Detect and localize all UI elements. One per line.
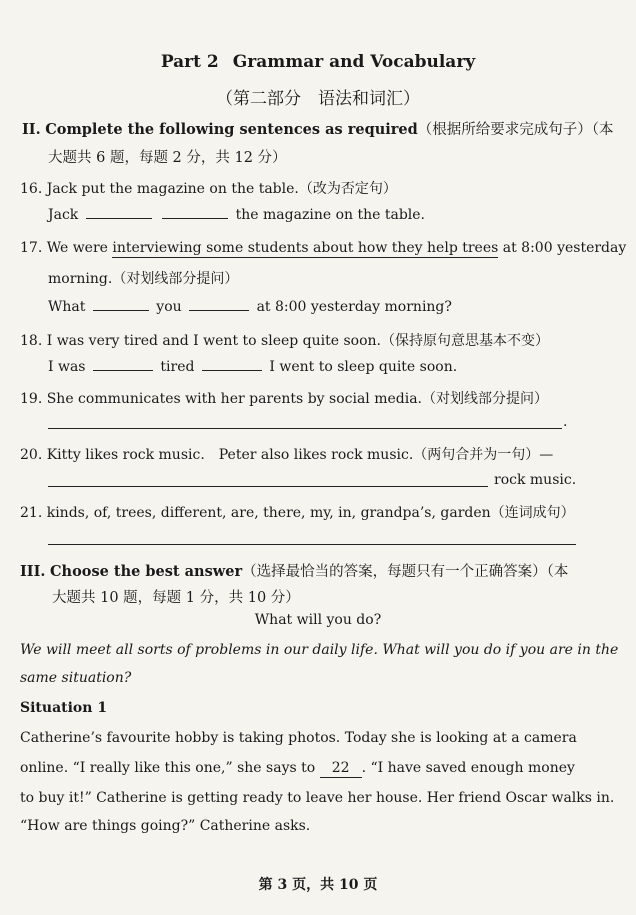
answer-18 xyxy=(48,358,457,375)
answer-19-period: . xyxy=(563,414,568,430)
section3-heading-line2: 大题共 10 题，每题 1 分，共 10 分） xyxy=(52,590,300,606)
question-text: kinds, of, trees, different, are, there, my, in, grandpa’s, garden（连词成句） xyxy=(46,505,575,521)
section2-heading xyxy=(22,118,614,139)
answer-blank[interactable] xyxy=(86,206,152,219)
question-17-line2: morning.（对划线部分提问） xyxy=(48,271,239,287)
answer-middle: tired xyxy=(160,359,195,375)
question-blank-22[interactable]: 22 xyxy=(320,760,362,778)
question-text: She communicates with her parents by social media.（对划线部分提问） xyxy=(46,391,549,407)
question-21 xyxy=(20,502,575,522)
answer-suffix: the magazine on the table. xyxy=(235,207,425,223)
question-text: Jack put the magazine on the table.（改为否定句） xyxy=(46,181,397,197)
question-number: 17. xyxy=(20,240,43,256)
answer-17 xyxy=(48,298,452,315)
part-number: Part 2 xyxy=(160,52,219,72)
passage-intro-line1: We will meet all sorts of problems in our daily life. What will you do if you are in the xyxy=(20,642,619,658)
question-number: 18. xyxy=(20,333,43,349)
passage-title: What will you do? xyxy=(254,612,382,628)
answer-blank[interactable] xyxy=(162,206,228,219)
question-number: 16. xyxy=(20,181,43,197)
question-20 xyxy=(20,444,553,464)
section2-heading-cn: （根据所给要求完成句子）（本 xyxy=(417,122,614,138)
passage-text: online. “I really like this one,” she says to xyxy=(20,760,316,776)
passage-text-end: . “I have saved enough money xyxy=(361,760,575,776)
part-subtitle: （第二部分 语法和词汇） xyxy=(216,89,420,109)
answer-line-20[interactable] xyxy=(48,486,488,487)
answer-line-19[interactable] xyxy=(48,428,562,429)
page-footer: 第 3 页，共 10 页 xyxy=(258,877,378,893)
answer-blank[interactable] xyxy=(93,358,153,371)
question-17 xyxy=(20,240,626,256)
situation-label: Situation 1 xyxy=(20,700,108,716)
answer-suffix: I went to sleep quite soon. xyxy=(269,359,458,375)
question-number: 19. xyxy=(20,391,43,407)
answer-prefix: I was xyxy=(48,359,86,375)
passage-line1: Catherine’s favourite hobby is taking photos. Today she is looking at a camera xyxy=(20,730,577,746)
question-19 xyxy=(20,388,548,408)
section2-numeral: II. xyxy=(22,121,41,138)
question-text-end: at 8:00 yesterday xyxy=(498,240,627,256)
answer-16 xyxy=(48,206,425,223)
question-text: We were xyxy=(46,240,113,256)
question-number: 21. xyxy=(20,505,43,521)
section2-heading-line2: 大题共 6 题，每题 2 分，共 12 分） xyxy=(48,150,287,166)
passage-line2 xyxy=(20,760,575,778)
section2-heading-en: Complete the following sentences as required xyxy=(45,121,418,138)
answer-middle: you xyxy=(156,299,182,315)
answer-prefix: Jack xyxy=(48,207,79,223)
answer-20-suffix: rock music. xyxy=(494,472,577,488)
question-16 xyxy=(20,178,397,198)
answer-blank[interactable] xyxy=(202,358,262,371)
underlined-phrase: interviewing some students about how they help trees xyxy=(112,240,499,256)
answer-prefix: What xyxy=(48,299,86,315)
part-title-en: Grammar and Vocabulary xyxy=(232,52,476,72)
passage-intro-line2: same situation? xyxy=(20,670,132,686)
passage-line4: “How are things going?” Catherine asks. xyxy=(20,818,311,834)
section3-heading xyxy=(20,560,568,581)
question-number: 20. xyxy=(20,447,43,463)
answer-line-21[interactable] xyxy=(48,544,576,545)
question-text: Kitty likes rock music. Peter also likes rock music.（两句合并为一句）— xyxy=(46,447,554,463)
section3-heading-en: Choose the best answer xyxy=(50,563,243,580)
passage-line3: to buy it!” Catherine is getting ready to leave her house. Her friend Oscar walks in. xyxy=(20,790,615,806)
part-title xyxy=(0,52,636,72)
answer-suffix: at 8:00 yesterday morning? xyxy=(256,299,452,315)
section3-heading-cn: （选择最恰当的答案，每题只有一个正确答案）（本 xyxy=(242,564,569,580)
answer-blank[interactable] xyxy=(93,298,149,311)
answer-blank[interactable] xyxy=(189,298,249,311)
question-18 xyxy=(20,330,549,350)
question-text: I was very tired and I went to sleep quite soon.（保持原句意思基本不变） xyxy=(46,333,549,349)
section3-numeral: III. xyxy=(20,563,46,580)
